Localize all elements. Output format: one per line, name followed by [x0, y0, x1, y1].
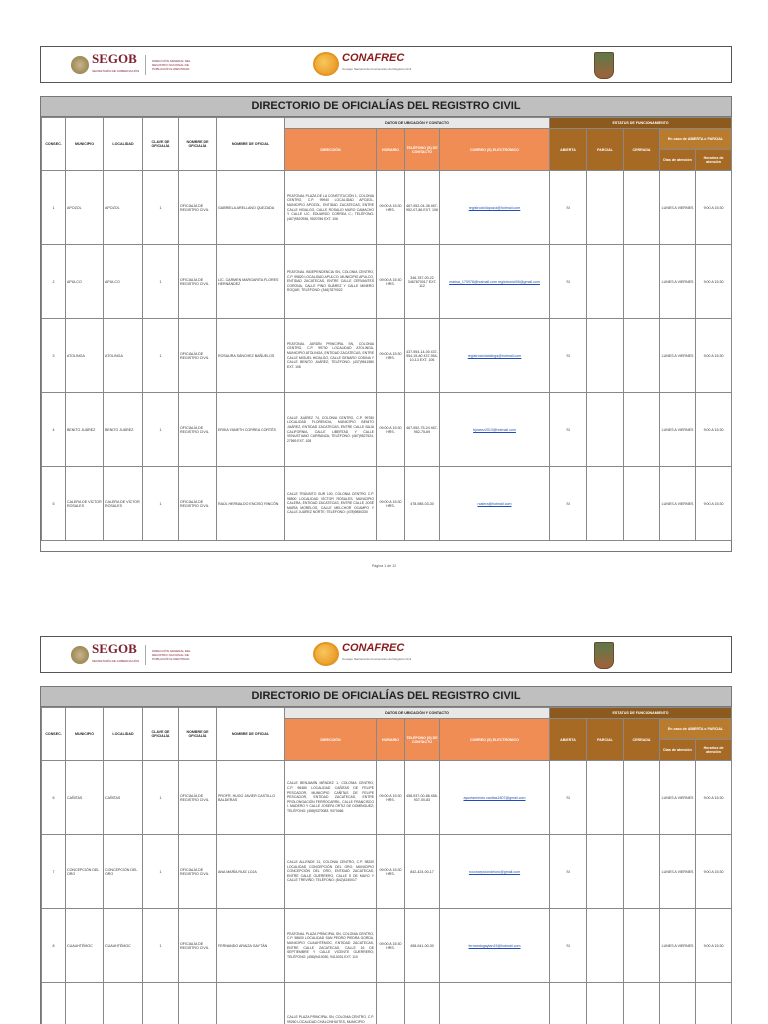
cell-clave: 1 — [143, 171, 179, 245]
cell-horas: 9:00 A 15:30 — [696, 245, 732, 319]
conafrec-wordmark: CONAFREC — [342, 642, 405, 654]
cell-oficial: RAÚL HERNALDO ENCISO RINCÓN — [217, 467, 285, 541]
cell-horario: 09:00 A 15:30 HRS. — [377, 835, 405, 909]
cell-nombre_of: OFICIALÍA DE REGISTRO CIVIL — [179, 171, 217, 245]
cell-telefono: 842-424-00-17 — [405, 835, 440, 909]
segob-wordmark: SEGOB — [92, 641, 137, 656]
cell-correo[interactable]: registrocivilapozol@hotmail.com — [440, 171, 550, 245]
cell-telefono: 467-952-75-24 467-952-75-69 — [405, 393, 440, 467]
cell-clave: 1 — [143, 835, 179, 909]
cell-nombre_of: OFICIALÍA DE REGISTRO CIVIL — [179, 393, 217, 467]
table-row — [42, 835, 732, 909]
cell-empty — [587, 245, 624, 319]
conafrec-emblem-icon — [313, 52, 339, 76]
col-horario: HORARIO — [377, 129, 405, 171]
conafrec-logo — [313, 52, 411, 76]
cell-direccion: CALLE BENJAMÍN MÉNDEZ 1, COLONIA CENTRO, C.P. 98480 LOCALIDAD CAÑITAS DE FELIPE PESCADOR, MUNICIPIO CAÑITAS DE FELIPE PESCADOR, ENTIDAD ZACATECAS, ENTRE PROLONGACIÓN FERROCARRIL, CALLE FRANCISCO I. MADERO Y CALLE JOSEFA ORTIZ DE DOMÍNGUEZ; TELÉFONO: (458)9370083, 9370466 — [285, 761, 377, 835]
col-horarios-atencion: Horarios de atención — [696, 740, 732, 761]
col-horarios-atencion: Horarios de atención — [696, 150, 732, 171]
cell-municipio: APULCO — [66, 245, 104, 319]
conafrec-wordmark: CONAFREC — [342, 52, 405, 64]
cell-abierta: SI — [550, 835, 587, 909]
cell-nombre_of: OFICIALÍA DE REGISTRO CIVIL — [179, 319, 217, 393]
cell-horas: 9:00 A 15:30 — [696, 467, 732, 541]
cell-horario: 09:00 A 15:30 HRS. — [377, 245, 405, 319]
segob-department: DIRECCIÓN GENERAL DEL REGISTRO NACIONAL DE POBLACIÓN E IDENTIDAD — [152, 59, 191, 71]
cell-horario: 09:00 A 15:30 HRS. — [377, 171, 405, 245]
cell-telefono: 478-985-03-30 — [405, 467, 440, 541]
col-nombre-oficialia: NOMBRE DE OFICIALÍA — [179, 118, 217, 171]
cell-municipio: BENITO JUÁREZ — [66, 393, 104, 467]
cell-correo[interactable]: bjuarez2013@hotmail.com — [440, 393, 550, 467]
cell-correo[interactable]: marisa_170978@hotmail.com registrocivil06@gmail.com — [440, 245, 550, 319]
cell-horas: 9:00 A 15:30 — [696, 761, 732, 835]
cell-clave — [143, 983, 179, 1024]
col-group-ubicacion: DATOS DE UBICACIÓN Y CONTACTO — [285, 118, 550, 129]
cell-localidad: CONCEPCIÓN DEL ORO — [104, 835, 143, 909]
cell-empty — [587, 909, 624, 983]
cell-empty — [587, 319, 624, 393]
cell-abierta: SI — [550, 171, 587, 245]
directory-table-frame — [40, 686, 732, 1024]
cell-consec: 2 — [42, 245, 66, 319]
col-nombre-oficial: NOMBRE DE OFICIAL — [217, 708, 285, 761]
cell-clave: 1 — [143, 909, 179, 983]
logo-header — [40, 46, 732, 83]
cell-municipio: CUAUHTÉMOC — [66, 909, 104, 983]
cell-direccion: PEATONAL PLAZA DE LA CONSTITUCIÓN 1, COLONIA CENTRO, C.P. 99940 LOCALIDAD APOZOL, MUNICIPIO APOZOL, ENTIDAD ZACATECAS, ENTRE CALLE HIDALGO, CALLE ROSALIO MURO CAMACHO Y CALLE LIC. EDUARDO CORREA C.; TELÉFONO: (467)9520936, 9520786 EXT. 106 — [285, 171, 377, 245]
cell-consec: 7 — [42, 835, 66, 909]
cell-empty — [587, 761, 624, 835]
table-row — [42, 761, 732, 835]
cell-oficial: FERNANDO ARAIZA GAYTÁN — [217, 909, 285, 983]
cell-abierta: SI — [550, 909, 587, 983]
cell-empty — [587, 171, 624, 245]
cell-nombre_of — [179, 983, 217, 1024]
cell-direccion: PEATONAL PLAZA PRINCIPAL SN, COLONIA CENTRO, C.P. 98600 LOCALIDAD SAN PEDRO PIEDRA GORDA, MUNICIPIO CUAUHTÉMOC, ENTIDAD ZACATECAS, ENTRE CALLE ZACATECAS, CALLE 16 DE SEPTIEMBRE Y CALLE VICENTE GUERRERO; TELÉFONO: (458)9410030, 9410031 EXT. 110 — [285, 909, 377, 983]
table-row — [42, 171, 732, 245]
cell-dias: LUNES A VIERNES — [660, 171, 696, 245]
directory-table — [41, 117, 732, 541]
cell-correo[interactable]: registrocivilatolinga@hotmail.com — [440, 319, 550, 393]
cell-horas: 9:00 A 15:30 — [696, 909, 732, 983]
col-localidad: LOCALIDAD — [104, 118, 143, 171]
cell-horario: 09:00 A 15:30 HRS. — [377, 319, 405, 393]
national-seal-icon — [71, 646, 89, 664]
col-telefono: TELÉFONO (S) DE CONTACTO — [405, 719, 440, 761]
logo-divider — [145, 645, 146, 665]
cell-consec: 6 — [42, 761, 66, 835]
cell-clave: 1 — [143, 467, 179, 541]
cell-localidad: APULCO — [104, 245, 143, 319]
cell-municipio: CONCEPCIÓN DEL ORO — [66, 835, 104, 909]
cell-abierta: SI — [550, 393, 587, 467]
cell-horas: 9:00 A 15:30 — [696, 835, 732, 909]
logo-header — [40, 636, 732, 673]
cell-empty — [624, 761, 660, 835]
cell-dias: LUNES A VIERNES — [660, 467, 696, 541]
table-row — [42, 983, 732, 1024]
conafrec-emblem-icon — [313, 642, 339, 666]
cell-horas — [696, 983, 732, 1024]
segob-wordmark: SEGOB — [92, 51, 137, 66]
col-group-estatus: ESTATUS DE FUNCIONAMIENTO — [550, 118, 732, 129]
cell-localidad — [104, 983, 143, 1024]
cell-telefono: 458-941-00-30 — [405, 909, 440, 983]
col-clave: CLAVE DE OFICIALÍA — [143, 708, 179, 761]
col-parcial: PARCIAL — [587, 129, 624, 171]
col-telefono: TELÉFONO (S) DE CONTACTO — [405, 129, 440, 171]
cell-empty — [624, 467, 660, 541]
cell-horas: 9:00 A 15:30 — [696, 393, 732, 467]
cell-empty — [624, 983, 660, 1024]
cell-localidad: APOZOL — [104, 171, 143, 245]
cell-direccion: PEATONAL INDEPENDENCIA SN, COLONIA CENTRO, C.P. 99820 LOCALIDAD APULCO, MUNICIPIO APULCO, ENTIDAD ZACATECAS, ENTRE CALLE CERVANTES CORONA, CALLE PINO SUÁREZ Y CALLE MINERO ROQUE; TELÉFONO: (346)7870022 — [285, 245, 377, 319]
document-page-2 — [0, 636, 768, 1024]
segob-logo — [71, 643, 196, 667]
cell-municipio: CAÑITAS — [66, 761, 104, 835]
cell-empty — [624, 393, 660, 467]
segob-subtitle: SECRETARÍA DE GOBERNACIÓN — [92, 659, 140, 663]
cell-horario: 09:00 A 15:30 HRS. — [377, 761, 405, 835]
cell-municipio: CALERA DE VÍCTOR ROSALES — [66, 467, 104, 541]
col-parcial: PARCIAL — [587, 719, 624, 761]
cell-correo[interactable]: rcconcepciondeloro@gmail.com — [440, 835, 550, 909]
col-dias: Días de atención — [660, 150, 696, 171]
table-row — [42, 393, 732, 467]
cell-dias: LUNES A VIERNES — [660, 761, 696, 835]
cell-municipio — [66, 983, 104, 1024]
cell-empty — [624, 909, 660, 983]
cell-direccion: CALLE ALLENDE 21, COLONIA CENTRO, C.P. 98200 LOCALIDAD CONCEPCIÓN DEL ORO, MUNICIPIO CONCEPCIÓN DEL ORO, ENTIDAD ZACATECAS, ENTRE CALLE GUERRERO, CALLE 5 DE MAYO Y CALLE TREVIÑO; TELÉFONO: (842)4240017 — [285, 835, 377, 909]
cell-dias: LUNES A VIERNES — [660, 393, 696, 467]
cell-horas: 9:00 A 15:30 — [696, 171, 732, 245]
cell-telefono: 467-952-04-36 467-952-07-86 EXT. 106 — [405, 171, 440, 245]
cell-abierta — [550, 983, 587, 1024]
cell-localidad: CALERA DE VÍCTOR ROSALES — [104, 467, 143, 541]
cell-localidad: CUAUHTÉMOC — [104, 909, 143, 983]
document-title: DIRECTORIO DE OFICIALÍAS DEL REGISTRO CIVIL — [41, 97, 731, 117]
col-cerrada: CERRADA — [624, 719, 660, 761]
segob-subtitle: SECRETARÍA DE GOBERNACIÓN — [92, 69, 140, 73]
cell-consec — [42, 983, 66, 1024]
cell-oficial: ROSAURA SÁNCHEZ BAÑUELOS — [217, 319, 285, 393]
cell-nombre_of: OFICIALÍA DE REGISTRO CIVIL — [179, 909, 217, 983]
col-correo: CORREO (S) ELECTRÓNICO — [440, 719, 550, 761]
cell-oficial: PROFR. HUGO JAVIER CASTILLO BALDERAS — [217, 761, 285, 835]
document-title: DIRECTORIO DE OFICIALÍAS DEL REGISTRO CIVIL — [41, 687, 731, 707]
cell-abierta: SI — [550, 761, 587, 835]
cell-localidad: ATOLINGA — [104, 319, 143, 393]
col-caso: En caso de ABIERTA o PARCIAL — [660, 129, 732, 150]
state-shield-icon — [594, 52, 614, 79]
cell-horario — [377, 983, 405, 1024]
col-municipio: MUNICIPIO — [66, 708, 104, 761]
col-group-ubicacion: DATOS DE UBICACIÓN Y CONTACTO — [285, 708, 550, 719]
cell-empty — [587, 467, 624, 541]
col-abierta: ABIERTA — [550, 129, 587, 171]
col-nombre-oficialia: NOMBRE DE OFICIALÍA — [179, 708, 217, 761]
cell-direccion: PEATONAL JARDÍN PRINCIPAL SN, COLONIA CENTRO, C.P. 99730 LOCALIDAD ATOLINGA, MUNICIPIO ATOLINGA, ENTIDAD ZACATECAS, ENTRE CALLE MIGUEL HIDALGO, CALLE GENARO CODINA Y CALLE BENITO JUÁREZ; TELÉFONO: (437)9541580 EXT. 106 — [285, 319, 377, 393]
cell-telefono — [405, 983, 440, 1024]
col-direccion: DIRECCIÓN — [285, 719, 377, 761]
directory-table-frame — [40, 96, 732, 552]
cell-nombre_of: OFICIALÍA DE REGISTRO CIVIL — [179, 467, 217, 541]
cell-empty — [624, 319, 660, 393]
cell-localidad: BENITO JUÁREZ — [104, 393, 143, 467]
col-dias: Días de atención — [660, 740, 696, 761]
cell-consec: 5 — [42, 467, 66, 541]
cell-empty — [624, 835, 660, 909]
cell-nombre_of: OFICIALÍA DE REGISTRO CIVIL — [179, 245, 217, 319]
cell-direccion: CALLE PLAZA PRINCIPAL SN, COLONIA CENTRO, C.P. 99260 LOCALIDAD CHALCHIHUITES, MUNICIPIO — [285, 983, 377, 1024]
cell-abierta: SI — [550, 467, 587, 541]
col-horario: HORARIO — [377, 719, 405, 761]
cell-clave: 1 — [143, 393, 179, 467]
cell-horas: 9:00 A 15:30 — [696, 319, 732, 393]
cell-empty — [624, 245, 660, 319]
col-cerrada: CERRADA — [624, 129, 660, 171]
cell-correo[interactable]: ayuntamiento.canitas1807@gmail.com — [440, 761, 550, 835]
state-shield-icon — [594, 642, 614, 669]
cell-nombre_of: OFICIALÍA DE REGISTRO CIVIL — [179, 761, 217, 835]
cell-localidad: CAÑITAS — [104, 761, 143, 835]
col-direccion: DIRECCIÓN — [285, 129, 377, 171]
cell-oficial: ERIKA YANETH CORREA CORTÉS — [217, 393, 285, 467]
segob-department: DIRECCIÓN GENERAL DEL REGISTRO NACIONAL DE POBLACIÓN E IDENTIDAD — [152, 649, 191, 661]
col-localidad: LOCALIDAD — [104, 708, 143, 761]
cell-abierta: SI — [550, 319, 587, 393]
col-caso: En caso de ABIERTA o PARCIAL — [660, 719, 732, 740]
cell-correo[interactable] — [440, 983, 550, 1024]
cell-oficial — [217, 983, 285, 1024]
col-consec: CONSEC. — [42, 708, 66, 761]
cell-consec: 1 — [42, 171, 66, 245]
cell-empty — [587, 983, 624, 1024]
cell-nombre_of: OFICIALÍA DE REGISTRO CIVIL — [179, 835, 217, 909]
cell-horario: 09:00 A 15:30 HRS. — [377, 909, 405, 983]
cell-direccion: CALLE TRÁNSITO SUR 100, COLONIA CENTRO C.P. 98500 LOCALIDAD VÍCTOR ROSALES, MUNICIPIO CALERA, ENTIDAD ZACATECAS, ENTRE CALLE JOSÉ MARÍA MORELOS, CALLE MELCHOR OCAMPO Y CALLE JUÁREZ NORTE; TELÉFONO: (478)9850330 — [285, 467, 377, 541]
cell-dias — [660, 983, 696, 1024]
logo-divider — [145, 55, 146, 75]
cell-empty — [587, 393, 624, 467]
table-row — [42, 245, 732, 319]
cell-horario: 09:00 A 15:30 HRS. — [377, 393, 405, 467]
cell-empty — [624, 171, 660, 245]
cell-municipio: APOZOL — [66, 171, 104, 245]
col-municipio: MUNICIPIO — [66, 118, 104, 171]
col-abierta: ABIERTA — [550, 719, 587, 761]
cell-correo[interactable]: fernandogaytan15@hotmail.com — [440, 909, 550, 983]
cell-oficial: LIC. CARMEN MARGARITA FLORES HERNÁNDEZ — [217, 245, 285, 319]
cell-clave: 1 — [143, 761, 179, 835]
cell-municipio: ATOLINGA — [66, 319, 104, 393]
col-nombre-oficial: NOMBRE DE OFICIAL — [217, 118, 285, 171]
cell-telefono: 437-954-14-00 437-954-15-80 437-954-10-13 EXT. 106 — [405, 319, 440, 393]
directory-table — [41, 707, 732, 1024]
cell-clave: 1 — [143, 319, 179, 393]
cell-empty — [587, 835, 624, 909]
cell-oficial: ANA MARÍA RUIZ LOJA — [217, 835, 285, 909]
cell-dias: LUNES A VIERNES — [660, 835, 696, 909]
table-row — [42, 467, 732, 541]
cell-consec: 4 — [42, 393, 66, 467]
col-group-estatus: ESTATUS DE FUNCIONAMIENTO — [550, 708, 732, 719]
segob-logo — [71, 53, 196, 77]
cell-clave: 1 — [143, 245, 179, 319]
conafrec-logo — [313, 642, 411, 666]
page-number: Página 1 de 12 — [371, 564, 397, 568]
table-row — [42, 909, 732, 983]
cell-oficial: GABRIELA ARELLANO QUEZADA — [217, 171, 285, 245]
cell-horario: 09:00 A 15:30 HRS. — [377, 467, 405, 541]
cell-dias: LUNES A VIERNES — [660, 319, 696, 393]
cell-correo[interactable]: rcalera@hotmail.com — [440, 467, 550, 541]
col-correo: CORREO (S) ELECTRÓNICO — [440, 129, 550, 171]
cell-consec: 3 — [42, 319, 66, 393]
conafrec-subtitle: Consejo Nacional de Funcionarios del Registro Civil — [342, 67, 412, 71]
conafrec-subtitle: Consejo Nacional de Funcionarios del Registro Civil — [342, 657, 412, 661]
cell-dias: LUNES A VIERNES — [660, 245, 696, 319]
cell-dias: LUNES A VIERNES — [660, 909, 696, 983]
national-seal-icon — [71, 56, 89, 74]
cell-telefono: 458-937-00-86 458-937-00-83 — [405, 761, 440, 835]
cell-abierta: SI — [550, 245, 587, 319]
table-row — [42, 319, 732, 393]
cell-telefono: 346-787-00-22 3467870017 EXT. 112 — [405, 245, 440, 319]
col-consec: CONSEC. — [42, 118, 66, 171]
cell-consec: 8 — [42, 909, 66, 983]
col-clave: CLAVE DE OFICIALÍA — [143, 118, 179, 171]
cell-direccion: CALLE JUÁREZ 74, COLONIA CENTRO, C.P. 99780 LOCALIDAD FLORENCIA, MUNICIPIO BENITO JUÁREZ, ENTIDAD ZACATECAS, ENTRE CALLE BAJA CALIFORNIA, CALLE LIBERTAD Y CALLE VENUSTIANO CARRANZA; TELÉFONO: (467)9527524, 27569 EXT. 108 — [285, 393, 377, 467]
